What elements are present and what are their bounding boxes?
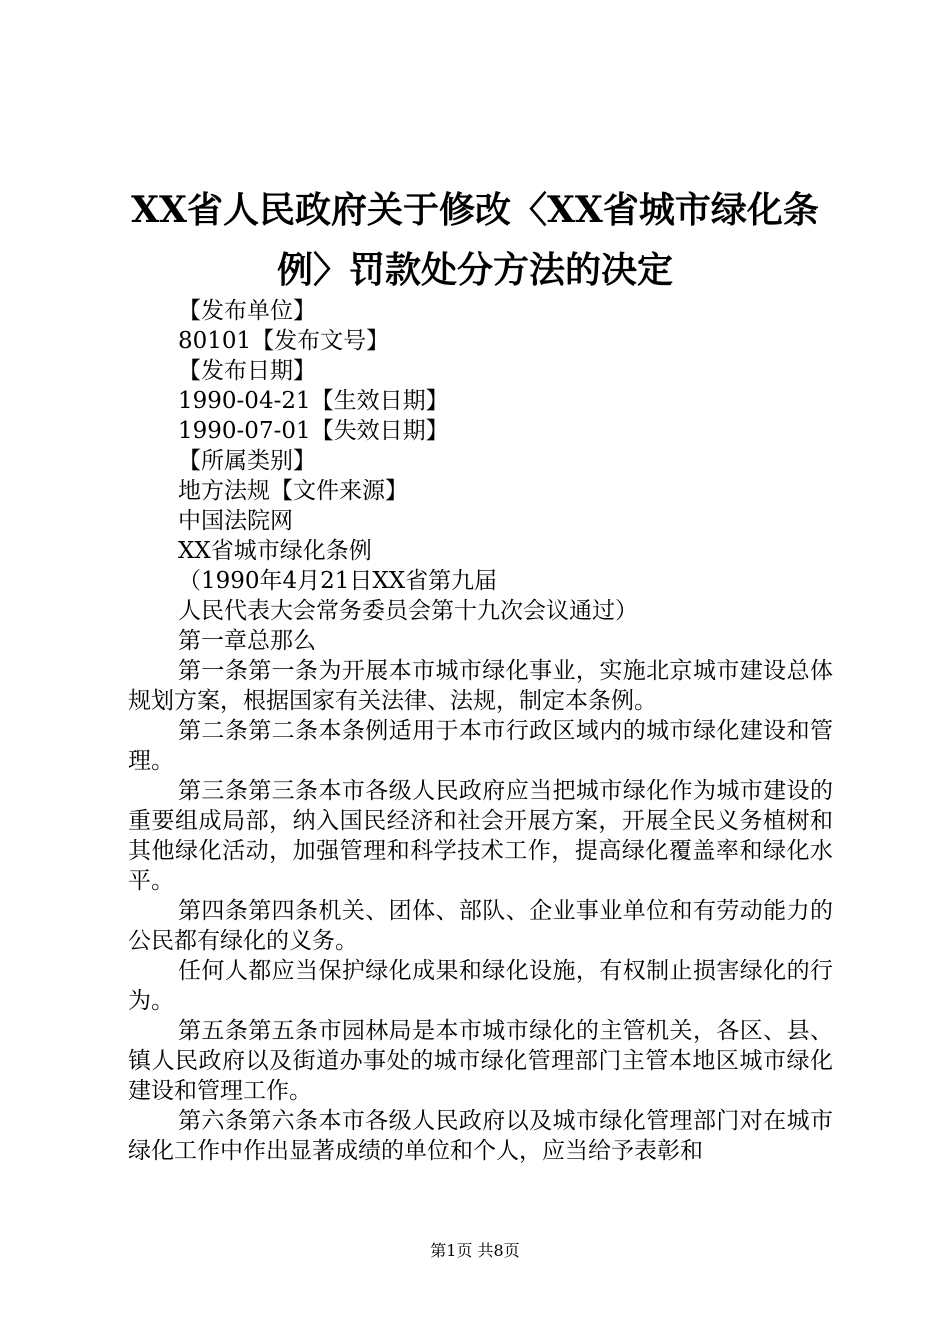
article-paragraph: 第四条第四条机关、团体、部队、企业事业单位和有劳动能力的公民都有绿化的义务。	[128, 898, 833, 954]
document-title-line-1: XX省人民政府关于修改〈XX省城市绿化条	[131, 189, 819, 231]
meta-expiry-date: 1990-07-01【失效日期】	[178, 418, 449, 444]
meta-publish-date: 【发布日期】	[178, 358, 316, 384]
article-paragraph: 第三条第三条本市各级人民政府应当把城市绿化作为城市建设的重要组成局部，纳入国民经济和社会开展方案，开展全民义务植树和其他绿化活动，加强管理和科学技术工作，提高绿化覆盖率和绿化水平。	[128, 778, 833, 894]
meta-publisher: 【发布单位】	[178, 298, 316, 324]
adoption-note-line-1: （1990年4月21日XX省第九届	[178, 568, 498, 594]
article-paragraph: 第六条第六条本市各级人民政府以及城市绿化管理部门对在城市绿化工作中作出显著成绩的单位和个人，应当给予表彰和	[128, 1108, 833, 1164]
meta-source-label: 地方法规【文件来源】	[178, 478, 408, 504]
meta-effective-date: 1990-04-21【生效日期】	[178, 388, 449, 414]
document-body	[128, 296, 833, 1166]
article-paragraph: 任何人都应当保护绿化成果和绿化设施，有权制止损害绿化的行为。	[128, 958, 833, 1014]
meta-document-number: 80101【发布文号】	[178, 328, 390, 354]
chapter-heading: 第一章总那么	[178, 628, 316, 654]
adoption-note-line-2: 人民代表大会常务委员会第十九次会议通过）	[178, 598, 638, 624]
meta-category: 【所属类别】	[178, 448, 316, 474]
page-number-footer: 第1页 共8页	[430, 1241, 520, 1260]
document-title-line-2: 例〉罚款处分方法的决定	[276, 249, 673, 291]
meta-source: 中国法院网	[178, 508, 293, 534]
article-paragraph: 第一条第一条为开展本市城市绿化事业，实施北京城市建设总体规划方案，根据国家有关法律、法规，制定本条例。	[128, 658, 833, 714]
article-paragraph: 第五条第五条市园林局是本市城市绿化的主管机关，各区、县、镇人民政府以及街道办事处的城市绿化管理部门主管本地区城市绿化建设和管理工作。	[128, 1018, 833, 1104]
regulation-name: XX省城市绿化条例	[178, 538, 372, 564]
article-paragraph: 第二条第二条本条例适用于本市行政区域内的城市绿化建设和管理。	[128, 718, 833, 774]
